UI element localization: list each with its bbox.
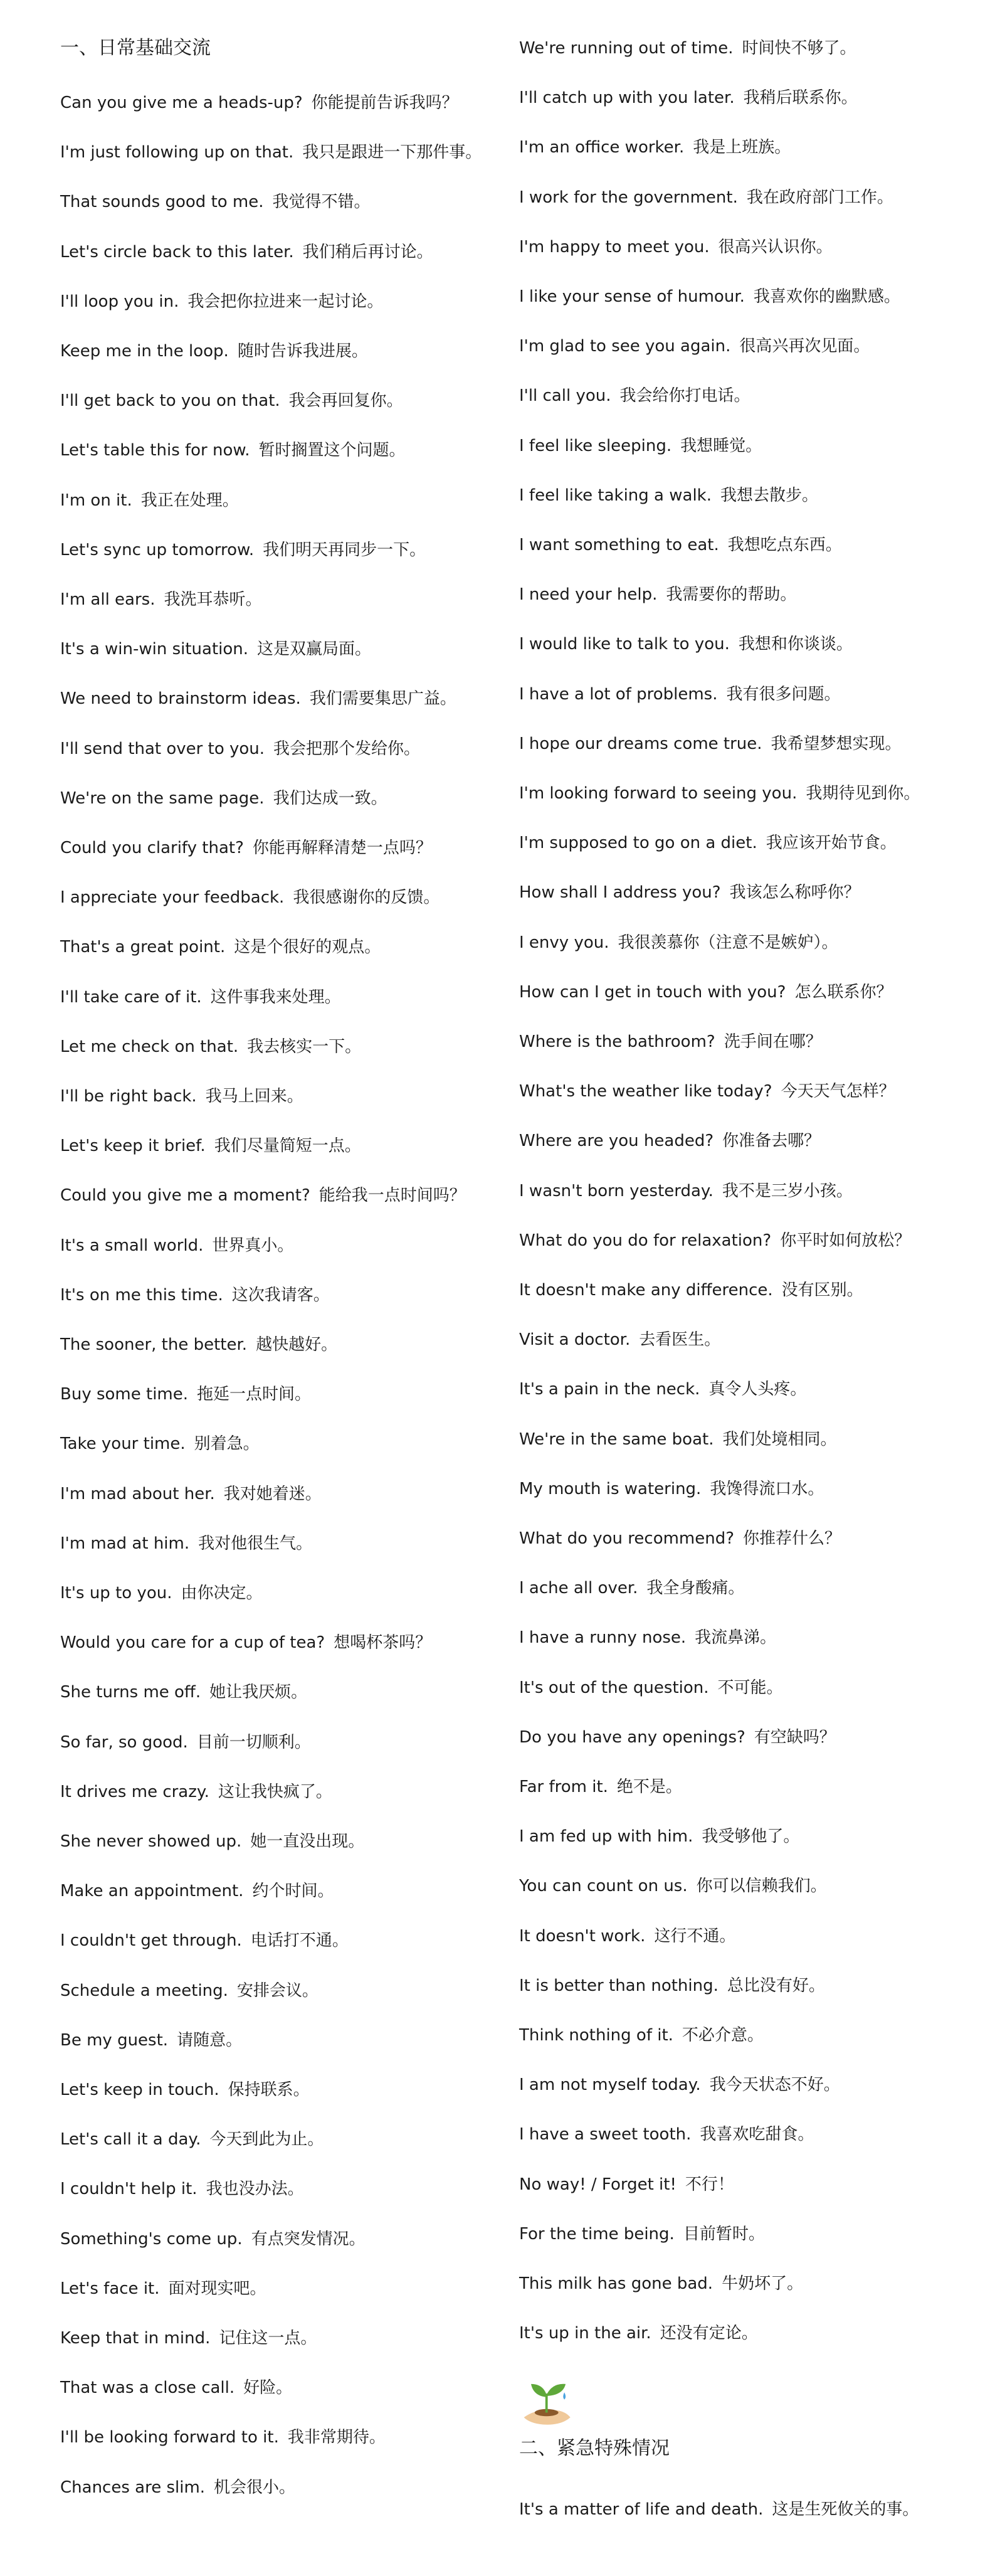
phrase-chinese: 有点突发情况。 [251, 2229, 366, 2249]
phrase-chinese: 随时告诉我进展。 [237, 342, 368, 361]
phrase-chinese: 我想和你谈谈。 [738, 635, 853, 654]
phrase-chinese: 我很感谢你的反馈。 [293, 888, 440, 908]
phrase-entry [519, 2321, 945, 2345]
phrase-entry [60, 1680, 487, 1704]
phrase-english: I need your help. [519, 585, 658, 605]
phrase-entry [519, 1328, 945, 1352]
phrase-entry [519, 1477, 945, 1501]
phrase-entry [60, 438, 487, 462]
phrase-english: I'm supposed to go on a diet. [519, 834, 757, 853]
phrase-entry [60, 1929, 487, 1953]
phrase-chinese: 我想睡觉。 [680, 436, 762, 455]
phrase-entry [60, 1283, 487, 1307]
phrase-english: Where is the bathroom? [519, 1032, 715, 1051]
phrase-entry [60, 1532, 487, 1556]
phrase-entry [519, 2222, 945, 2246]
phrase-entry [60, 1432, 487, 1456]
phrase-entry [60, 1879, 487, 1903]
phrase-entry [519, 2498, 945, 2521]
phrase-entry [60, 637, 487, 661]
phrase-english: I'm all ears. [60, 590, 155, 609]
phrase-entry [60, 2476, 487, 2499]
phrase-english: What do you do for relaxation? [519, 1231, 772, 1250]
phrase-entry [60, 1234, 487, 1258]
phrase-english: That sounds good to me. [60, 193, 264, 212]
phrase-chinese: 我会把那个发给你。 [273, 739, 421, 758]
phrase-entry [60, 190, 487, 214]
phrase-chinese: 我们稍后再讨论。 [302, 242, 433, 262]
phrase-entry [60, 2227, 487, 2251]
phrase-chinese: 我在政府部门工作。 [746, 188, 893, 207]
phrase-entry [60, 2425, 487, 2449]
phrase-chinese: 暂时搁置这个问题。 [258, 441, 406, 460]
phrase-english: Make an appointment. [60, 1882, 244, 1901]
phrase-chinese: 洗手间在哪？ [724, 1032, 822, 1051]
phrase-english: Let's sync up tomorrow. [60, 540, 255, 559]
phrase-chinese: 约个时间。 [252, 1882, 334, 1901]
phrase-english: I couldn't get through. [60, 1931, 242, 1951]
phrase-english: I am not myself today. [519, 2075, 701, 2095]
phrase-entry [60, 836, 487, 860]
phrase-chinese: 我很羡慕你（注意不是嫉妒）。 [618, 933, 838, 952]
phrase-chinese: 我会把你拉进来一起讨论。 [187, 292, 384, 311]
phrase-chinese: 我想吃点东西。 [727, 536, 842, 554]
phrase-chinese: 越快越好。 [256, 1335, 338, 1354]
phrase-english: Do you have any openings? [519, 1727, 745, 1747]
phrase-chinese: 很高兴认识你。 [718, 237, 833, 257]
phrase-entry [60, 339, 487, 363]
phrase-entry [519, 2272, 945, 2296]
phrase-english: I have a sweet tooth. [519, 2125, 692, 2144]
phrase-chinese: 我应该开始节食。 [766, 834, 897, 853]
phrase-entry [60, 1731, 487, 1754]
phrase-chinese: 总比没有好。 [727, 1976, 825, 1995]
phrase-chinese: 这行不通。 [654, 1926, 736, 1946]
phrase-english: I feel like taking a walk. [519, 485, 712, 505]
phrase-english: Far from it. [519, 1778, 608, 1796]
phrase-chinese: 我全身酸痛。 [646, 1579, 745, 1598]
phrase-english: My mouth is watering. [519, 1479, 702, 1498]
phrase-chinese: 这是生死攸关的事。 [772, 2500, 919, 2519]
phrase-entry [519, 1179, 945, 1203]
phrase-english: I want something to eat. [519, 536, 719, 554]
phrase-english: What's the weather like today? [519, 1082, 772, 1101]
phrase-entry [519, 235, 945, 259]
phrase-english: I'm mad at him. [60, 1534, 190, 1553]
phrase-entry [519, 1030, 945, 1054]
phrase-entry [519, 1775, 945, 1799]
phrase-english: I'm glad to see you again. [519, 337, 731, 356]
phrase-entry [60, 1035, 487, 1059]
phrase-english: Let's keep it brief. [60, 1137, 206, 1156]
phrase-entry [60, 389, 487, 413]
phrase-english: I'm an office worker. [519, 138, 685, 157]
phrase-chinese: 安排会议。 [236, 1981, 319, 2000]
phrase-entry [519, 186, 945, 209]
sprout-in-hand-icon [519, 2371, 579, 2430]
phrase-english: Schedule a meeting. [60, 1981, 228, 2000]
phrase-entry [519, 2123, 945, 2146]
phrase-chinese: 这件事我来处理。 [210, 987, 341, 1007]
phrase-chinese: 我不是三岁小孩。 [722, 1181, 853, 1201]
phrase-entry [60, 1631, 487, 1655]
phrase-entry [519, 1229, 945, 1253]
phrase-english: That was a close call. [60, 2378, 235, 2398]
phrase-english: What do you recommend? [519, 1529, 735, 1548]
phrase-chinese: 目前暂时。 [683, 2224, 765, 2244]
phrase-entry [519, 2023, 945, 2047]
phrase-english: I'm mad about her. [60, 1484, 215, 1503]
phrase-chinese: 没有区别。 [781, 1281, 863, 1300]
phrase-entry [519, 682, 945, 706]
phrase-english: Something's come up. [60, 2229, 243, 2249]
phrase-english: I'm looking forward to seeing you. [519, 784, 798, 803]
phrase-english: I work for the government. [519, 188, 738, 207]
phrase-chinese: 我洗耳恭听。 [164, 590, 262, 609]
phrase-english: Keep me in the loop. [60, 342, 229, 361]
phrase-chinese: 还没有定论。 [660, 2324, 758, 2343]
phrase-english: I'm just following up on that. [60, 143, 294, 162]
phrase-english: I'll be right back. [60, 1087, 197, 1106]
phrase-english: I hope our dreams come true. [519, 734, 762, 753]
phrase-chinese: 时间快不够了。 [742, 39, 856, 58]
phrase-english: Be my guest. [60, 2030, 169, 2050]
phrase-entry [60, 538, 487, 562]
phrase-entry [519, 980, 945, 1004]
phrase-chinese: 我也没办法。 [206, 2180, 304, 2199]
phrase-english: That's a great point. [60, 938, 226, 957]
phrase-entry [60, 1382, 487, 1406]
phrase-entry [60, 240, 487, 264]
phrase-english: I couldn't help it. [60, 2180, 197, 2199]
phrase-chinese: 我想去散步。 [720, 485, 819, 505]
phrase-english: I wasn't born yesterday. [519, 1181, 713, 1201]
phrase-chinese: 真令人头疼。 [708, 1380, 807, 1399]
phrase-chinese: 我觉得不错。 [272, 193, 371, 212]
phrase-entry [519, 1527, 945, 1550]
phrase-chinese: 我希望梦想实现。 [771, 734, 902, 753]
phrase-entry [60, 2028, 487, 2052]
phrase-entry [519, 1825, 945, 1848]
phrase-chinese: 不行！ [685, 2175, 734, 2194]
phrase-entry [519, 135, 945, 159]
phrase-entry [60, 2078, 487, 2102]
phrase-chinese: 拖延一点时间。 [197, 1385, 312, 1404]
phrase-entry [519, 1874, 945, 1898]
phrase-chinese: 你平时如何放松？ [780, 1231, 911, 1250]
phrase-chinese: 怎么联系你？ [794, 982, 893, 1002]
phrase-chinese: 很高兴再次见面。 [739, 337, 870, 356]
phrase-english: Take your time. [60, 1434, 186, 1454]
phrase-chinese: 保持联系。 [228, 2080, 310, 2099]
phrase-entry [60, 1084, 487, 1108]
phrase-english: It's on me this time. [60, 1285, 223, 1305]
phrase-chinese: 你能再解释清楚一点吗？ [252, 839, 432, 857]
phrase-chinese: 我今天状态不好。 [709, 2075, 840, 2095]
phrase-english: Could you give me a moment? [60, 1186, 310, 1206]
phrase-chinese: 这次我请客。 [231, 1285, 330, 1305]
phrase-chinese: 由你决定。 [181, 1584, 263, 1603]
phrase-english: It's out of the question. [519, 1678, 709, 1697]
phrase-entry [60, 2277, 487, 2301]
phrase-chinese: 这是双赢局面。 [257, 640, 372, 659]
phrase-entry [519, 1725, 945, 1749]
phrase-chinese: 目前一切顺利。 [196, 1732, 311, 1752]
phrase-english: Let me check on that. [60, 1037, 239, 1056]
phrase-english: It's a matter of life and death. [519, 2500, 764, 2519]
phrase-entry [60, 2177, 487, 2201]
phrase-english: We're on the same page. [60, 788, 265, 808]
phrase-chinese: 我需要你的帮助。 [666, 585, 797, 605]
phrase-chinese: 机会很小。 [214, 2478, 296, 2497]
phrase-chinese: 别着急。 [194, 1434, 260, 1454]
phrase-english: Visit a doctor. [519, 1330, 631, 1350]
phrase-english: How shall I address you? [519, 883, 721, 903]
phrase-english: I'll call you. [519, 386, 611, 406]
phrase-english: She turns me off. [60, 1683, 201, 1702]
phrase-entry [519, 1924, 945, 1948]
phrase-entry [519, 86, 945, 110]
phrase-entry [519, 484, 945, 507]
phrase-entry [519, 434, 945, 458]
phrase-entry [519, 1278, 945, 1302]
phrase-entry [60, 2376, 487, 2400]
phrase-english: Let's face it. [60, 2279, 160, 2298]
phrase-english: We're in the same boat. [519, 1429, 714, 1449]
phrase-chinese: 好险。 [243, 2378, 293, 2398]
phrase-entry [60, 489, 487, 512]
phrase-entry [60, 91, 487, 115]
phrase-english: It's up to you. [60, 1584, 172, 1603]
phrase-entry [519, 1626, 945, 1650]
phrase-english: I'll send that over to you. [60, 739, 265, 758]
phrase-entry [519, 334, 945, 358]
phrase-entry [60, 935, 487, 959]
phrase-english: I have a lot of problems. [519, 684, 718, 704]
phrase-chinese: 请随意。 [177, 2030, 243, 2050]
phrase-english: Let's keep in touch. [60, 2080, 219, 2099]
section-heading: 一、日常基础交流 [60, 37, 211, 59]
phrase-entry [60, 588, 487, 612]
phrase-chinese: 世界真小。 [212, 1236, 294, 1255]
phrase-english: Buy some time. [60, 1385, 189, 1404]
phrase-english: So far, so good. [60, 1732, 188, 1752]
phrase-entry [519, 1676, 945, 1700]
phrase-entry [519, 1377, 945, 1401]
phrase-chinese: 我只是跟进一下那件事。 [302, 143, 482, 162]
phrase-entry [519, 1428, 945, 1451]
phrase-english: Let's circle back to this later. [60, 242, 294, 262]
phrase-chinese: 我是上班族。 [693, 138, 791, 157]
phrase-english: Where are you headed? [519, 1132, 714, 1151]
phrase-english: This milk has gone bad. [519, 2274, 713, 2293]
phrase-chinese: 你能提前告诉我吗？ [311, 93, 458, 112]
phrase-entry [60, 1780, 487, 1804]
phrase-chinese: 我对他很生气。 [198, 1534, 313, 1553]
phrase-chinese: 面对现实吧。 [168, 2279, 266, 2298]
phrase-entry [60, 1333, 487, 1357]
phrase-english: Could you clarify that? [60, 839, 244, 857]
phrase-english: I feel like sleeping. [519, 436, 672, 455]
phrase-chinese: 我期待见到你。 [806, 784, 920, 803]
phrase-english: I'll take care of it. [60, 987, 202, 1007]
phrase-entry [60, 2326, 487, 2350]
phrase-english: I'm on it. [60, 490, 132, 510]
phrase-english: I'll catch up with you later. [519, 88, 735, 108]
phrase-chinese: 我非常期待。 [287, 2428, 386, 2447]
phrase-english: It's up in the air. [519, 2324, 651, 2343]
phrase-chinese: 我们尽量简短一点。 [214, 1137, 361, 1156]
phrase-chinese: 我该怎么称呼你？ [729, 883, 860, 903]
phrase-english: I'll be looking forward to it. [60, 2428, 279, 2447]
phrase-chinese: 不必介意。 [682, 2026, 764, 2045]
phrase-english: I have a runny nose. [519, 1628, 687, 1648]
phrase-english: Can you give me a heads-up? [60, 93, 303, 112]
phrase-english: We need to brainstorm ideas. [60, 689, 301, 709]
phrase-chinese: 我们明天再同步一下。 [263, 540, 426, 559]
phrase-chinese: 我去核实一下。 [247, 1037, 362, 1056]
phrase-chinese: 我稍后联系你。 [743, 88, 858, 108]
phrase-chinese: 她一直没出现。 [250, 1832, 365, 1851]
phrase-english: I'll loop you in. [60, 292, 179, 311]
phrase-chinese: 我流鼻涕。 [695, 1628, 777, 1648]
phrase-english: For the time being. [519, 2224, 675, 2244]
phrase-chinese: 电话打不通。 [250, 1931, 349, 1951]
phrase-chinese: 牛奶坏了。 [722, 2274, 804, 2293]
phrase-chinese: 去看医生。 [639, 1330, 721, 1350]
phrase-entry [60, 1134, 487, 1158]
phrase-english: Let's table this for now. [60, 441, 250, 460]
phrase-english: Let's call it a day. [60, 2130, 201, 2149]
phrase-english: It is better than nothing. [519, 1976, 719, 1995]
phrase-chinese: 今天天气怎样？ [781, 1082, 895, 1101]
phrase-english: Chances are slim. [60, 2478, 206, 2497]
phrase-entry [60, 737, 487, 761]
phrase-entry [519, 36, 945, 60]
phrase-entry [60, 1979, 487, 2003]
phrase-entry [519, 583, 945, 607]
phrase-entry [60, 1482, 487, 1506]
phrase-english: How can I get in touch with you? [519, 982, 786, 1002]
phrase-english: Would you care for a cup of tea? [60, 1633, 325, 1653]
phrase-chinese: 我馋得流口水。 [710, 1479, 824, 1498]
phrase-chinese: 我们处境相同。 [722, 1429, 837, 1449]
phrase-chinese: 我正在处理。 [140, 490, 239, 510]
phrase-chinese: 这是个很好的观点。 [234, 938, 381, 957]
phrase-chinese: 我会再回复你。 [288, 391, 403, 411]
phrase-entry [519, 732, 945, 756]
phrase-english: No way! / Forget it! [519, 2175, 676, 2194]
phrase-english: You can count on us. [519, 1877, 688, 1896]
phrase-chinese: 不可能。 [717, 1678, 783, 1697]
phrase-chinese: 我们达成一致。 [273, 788, 387, 808]
section-heading: 二、紧急特殊情况 [519, 2437, 670, 2459]
phrase-entry [60, 290, 487, 314]
phrase-entry [60, 2128, 487, 2151]
phrase-entry [60, 140, 487, 164]
phrase-english: I like your sense of humour. [519, 287, 745, 306]
phrase-entry [519, 533, 945, 557]
phrase-chinese: 这让我快疯了。 [218, 1782, 332, 1801]
phrase-entry [60, 687, 487, 711]
phrase-chinese: 你可以信赖我们。 [696, 1877, 827, 1896]
phrase-chinese: 我们需要集思广益。 [309, 689, 456, 709]
phrase-english: We're running out of time. [519, 39, 734, 58]
phrase-entry [519, 384, 945, 408]
phrase-entry [519, 1129, 945, 1153]
phrase-chinese: 今天到此为止。 [209, 2130, 324, 2149]
phrase-entry [519, 782, 945, 805]
phrase-english: It's a win-win situation. [60, 640, 249, 659]
phrase-chinese: 我会给你打电话。 [619, 386, 750, 406]
phrase-entry [519, 285, 945, 309]
phrase-english: It's a pain in the neck. [519, 1380, 700, 1399]
phrase-chinese: 我喜欢你的幽默感。 [753, 287, 900, 306]
phrase-entry [519, 2173, 945, 2197]
phrase-entry [519, 632, 945, 656]
phrase-english: I appreciate your feedback. [60, 888, 285, 908]
phrase-chinese: 她让我厌烦。 [209, 1683, 308, 1702]
phrase-english: Think nothing of it. [519, 2026, 673, 2045]
phrase-english: I would like to talk to you. [519, 635, 730, 654]
phrase-entry [519, 831, 945, 855]
phrase-entry [519, 2073, 945, 2097]
phrase-entry [519, 1079, 945, 1103]
phrase-entry [60, 886, 487, 909]
phrase-entry [519, 1576, 945, 1600]
phrase-english: I envy you. [519, 933, 609, 952]
phrase-english: I'll get back to you on that. [60, 391, 280, 411]
phrase-english: It's a small world. [60, 1236, 204, 1255]
phrase-entry [60, 1184, 487, 1207]
phrase-chinese: 我受够他了。 [702, 1827, 800, 1847]
phrase-entry [60, 787, 487, 810]
phrase-english: She never showed up. [60, 1832, 242, 1851]
phrase-chinese: 你准备去哪？ [722, 1132, 821, 1151]
phrase-english: It doesn't make any difference. [519, 1281, 773, 1300]
phrase-entry [519, 931, 945, 955]
phrase-chinese: 绝不是。 [616, 1778, 682, 1796]
phrase-entry [60, 1581, 487, 1605]
phrase-english: Keep that in mind. [60, 2329, 211, 2348]
phrase-english: It doesn't work. [519, 1926, 646, 1946]
phrase-entry [519, 881, 945, 904]
phrase-english: It drives me crazy. [60, 1782, 209, 1801]
phrase-english: I'm happy to meet you. [519, 237, 710, 257]
phrase-english: I am fed up with him. [519, 1827, 693, 1847]
phrase-entry [519, 1974, 945, 1998]
phrase-entry [60, 985, 487, 1009]
phrase-chinese: 记住这一点。 [219, 2329, 317, 2348]
phrase-entry [60, 1830, 487, 1853]
phrase-english: The sooner, the better. [60, 1335, 248, 1354]
phrase-chinese: 能给我一点时间吗？ [319, 1186, 466, 1206]
phrase-chinese: 想喝杯茶吗？ [334, 1633, 432, 1653]
phrase-chinese: 我马上回来。 [205, 1087, 303, 1106]
phrase-english: I ache all over. [519, 1579, 638, 1598]
phrase-chinese: 我喜欢吃甜食。 [700, 2125, 814, 2144]
phrase-chinese: 你推荐什么？ [743, 1529, 841, 1548]
phrase-chinese: 我对她着迷。 [223, 1484, 322, 1503]
phrase-chinese: 我有很多问题。 [726, 684, 841, 704]
phrase-chinese: 有空缺吗？ [754, 1727, 836, 1747]
